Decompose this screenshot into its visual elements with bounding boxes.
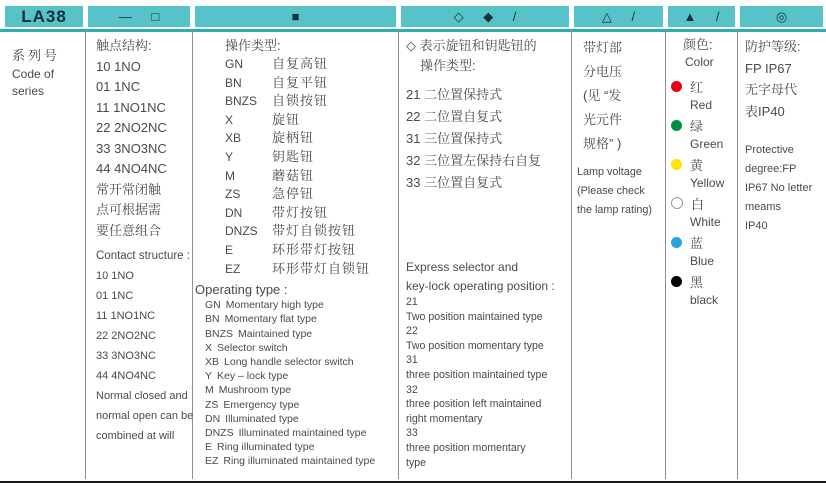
- color-name-en: black: [690, 293, 719, 307]
- operating-item-en: GN Momentary high type: [205, 299, 324, 312]
- operating-item-en: E Ring illuminated type: [205, 441, 315, 454]
- operating-code: GN: [225, 57, 243, 71]
- operating-item-en: BNZS Maintained type: [205, 327, 313, 340]
- color-title-en: Color: [685, 55, 714, 69]
- operating-item-cn: [225, 222, 398, 241]
- color-name-cn: 黑: [690, 274, 704, 290]
- series-label-en-2: series: [12, 84, 45, 98]
- selector-line-en: three position momentary: [406, 441, 526, 454]
- series-label-en-1: Code of: [12, 67, 55, 81]
- selector-title-en: key-lock operating position :: [406, 278, 555, 293]
- header-cell-triangle-filled: ▲ /: [668, 6, 735, 27]
- contact-title-en: Contact structure :: [96, 250, 190, 262]
- selector-item-cn: 32 三位置左保持右自复: [406, 153, 542, 168]
- operating-code: Y: [205, 370, 213, 383]
- contact-note-cn: 点可根据需: [96, 202, 162, 217]
- selector-item-cn: 33 三位置自复式: [406, 175, 503, 190]
- column-lamp-voltage: [571, 36, 677, 220]
- selector-line-en: 32: [406, 383, 418, 396]
- operating-item-en: DN Illuminated type: [205, 412, 299, 425]
- table-bottom-border: [0, 481, 826, 483]
- operating-label-cn: 蘑菇钮: [272, 167, 315, 183]
- operating-code: X: [225, 112, 234, 127]
- operating-code: BNZS: [205, 327, 234, 340]
- contact-item-cn: 10 1NO: [96, 58, 141, 74]
- selector-line-en: 22: [406, 325, 418, 338]
- operating-code: DN: [225, 205, 243, 220]
- selector-en-block: [406, 258, 579, 470]
- operating-title-en: Operating type :: [195, 282, 288, 298]
- color-name-cn: 黄: [690, 157, 704, 173]
- operating-code: DN: [205, 412, 221, 425]
- contact-note-cn: 要任意组合: [96, 222, 162, 238]
- selector-title-en: Express selector and: [406, 260, 519, 274]
- contact-note-en: combined at will: [96, 430, 175, 442]
- operating-label-cn: 自复平钮: [272, 74, 329, 90]
- operating-code: XB: [225, 131, 242, 146]
- operating-item-en: X Selector switch: [205, 341, 288, 354]
- column-protection-degree: [737, 36, 826, 236]
- selector-line-en: Two position maintained type: [406, 310, 543, 323]
- protection-line-cn: 防护等级:: [745, 39, 801, 54]
- operating-code: M: [225, 168, 235, 183]
- selector-title-cn-1: ◇ 表示旋钮和钥匙钮的: [406, 38, 537, 53]
- operating-label-cn: 环形带灯按钮: [272, 241, 357, 257]
- protection-en-block: [745, 141, 826, 236]
- lamp-line-en: (Please check: [577, 185, 645, 197]
- color-dot-white: [671, 197, 683, 209]
- operating-code: BN: [205, 313, 220, 326]
- contact-title-cn: 触点结构:: [96, 38, 152, 53]
- operating-item-cn: [225, 185, 398, 204]
- color-row: [665, 76, 737, 96]
- operating-item-cn: [225, 111, 398, 130]
- color-name-en: Yellow: [690, 176, 725, 190]
- contact-note-en: Normal closed and: [96, 390, 188, 402]
- operating-label-cn: 带灯自锁按钮: [272, 223, 357, 239]
- operating-item-en: EZ Ring illuminated maintained type: [205, 455, 376, 468]
- color-name-cn: 红: [690, 79, 704, 95]
- operating-code: E: [225, 242, 234, 257]
- header-cell-bullseye: ◎: [740, 6, 823, 27]
- color-dot-black: [671, 276, 682, 287]
- operating-label-cn: 急停钮: [272, 186, 315, 202]
- operating-code: EZ: [205, 455, 219, 468]
- color-dot-yellow: [671, 159, 682, 170]
- operating-item-en: Y Key – lock type: [205, 370, 289, 383]
- contact-item-cn: 44 4NO4NC: [96, 161, 167, 176]
- operating-item-cn: [225, 148, 398, 167]
- operating-item-cn: [225, 167, 398, 186]
- selector-line-en: right momentary: [406, 412, 483, 425]
- lamp-line-en: Lamp voltage: [577, 166, 642, 178]
- selector-line-en: 33: [406, 427, 418, 440]
- operating-item-en: DNZS Illuminated maintained type: [205, 426, 367, 439]
- operating-item-cn: [225, 241, 398, 260]
- selector-line-en: 21: [406, 296, 418, 308]
- header-divider-stripe: [0, 29, 826, 32]
- lamp-line-cn: 光元件: [583, 112, 623, 127]
- operating-item-en: BN Momentary flat type: [205, 313, 317, 326]
- operating-code: BNZS: [225, 94, 258, 109]
- operating-item-cn: [225, 55, 398, 74]
- operating-item-en: ZS Emergency type: [205, 398, 300, 411]
- contact-item-en: 44 4NO4NC: [96, 370, 156, 382]
- selector-item-cn: 31 三位置保持式: [406, 131, 503, 146]
- selector-items-cn: [406, 84, 579, 194]
- operating-code: EZ: [225, 261, 241, 276]
- operating-code: ZS: [225, 187, 241, 202]
- protection-line-en: Protective: [745, 144, 794, 156]
- protection-line-cn: 表IP40: [745, 103, 785, 119]
- contact-item-en: 10 1NO: [96, 270, 134, 282]
- operating-code: E: [205, 441, 213, 454]
- color-items: [665, 76, 737, 310]
- color-name-cn: 蓝: [690, 235, 704, 251]
- color-row: [665, 232, 737, 252]
- color-dot-green: [671, 120, 682, 131]
- column-operating-type: [192, 36, 398, 469]
- color-name-en: Green: [690, 137, 724, 151]
- operating-title-cn: 操作类型:: [225, 38, 281, 53]
- operating-code: M: [205, 384, 214, 397]
- operating-code: ZS: [205, 398, 219, 411]
- contact-note-en: normal open can be: [96, 410, 194, 422]
- selector-line-en: three position maintained type: [406, 368, 548, 381]
- header-cell-triangle-open: △ /: [574, 6, 663, 27]
- contact-note-cn: 常开常闭触: [96, 181, 162, 197]
- operating-code: DNZS: [205, 426, 234, 439]
- operating-code: X: [205, 341, 213, 354]
- color-name-cn: 绿: [690, 118, 704, 134]
- operating-code: XB: [205, 355, 220, 368]
- color-dot-red: [671, 81, 682, 92]
- series-label-cn: 系列号: [12, 48, 61, 63]
- operating-cn-block: [192, 36, 398, 278]
- operating-label-cn: 环形带灯自锁钮: [272, 260, 371, 276]
- color-row: [665, 154, 737, 174]
- color-row: [665, 115, 737, 135]
- operating-item-cn: [225, 260, 398, 279]
- operating-item-en: XB Long handle selector switch: [205, 355, 354, 368]
- operating-item-cn: [225, 204, 398, 223]
- operating-label-cn: 旋钮: [272, 111, 301, 127]
- protection-line-en: degree:FP: [745, 163, 797, 175]
- protection-line-en: IP40: [745, 220, 768, 232]
- contact-item-en: 33 3NO3NC: [96, 350, 156, 362]
- protection-line-cn: 无字母代: [745, 82, 798, 97]
- contact-item-cn: 11 1NO1NC: [96, 99, 166, 115]
- selector-line-en: type: [406, 456, 427, 469]
- operating-label-cn: 自锁按钮: [272, 93, 329, 109]
- selector-line-en: three position left maintained: [406, 398, 542, 411]
- operating-item-cn: [225, 74, 398, 93]
- lamp-line-cn: 规格” ): [583, 136, 622, 151]
- protection-line-en: IP67 No letter: [745, 182, 813, 194]
- color-title-cn: 颜色:: [683, 37, 713, 52]
- lamp-en-block: [577, 163, 677, 220]
- color-row: [665, 193, 737, 213]
- lamp-line-cn: 分电压: [583, 64, 623, 79]
- operating-item-en: M Mushroom type: [205, 384, 292, 397]
- header-cell-filled-square: ■: [195, 6, 396, 27]
- operating-code: GN: [205, 299, 221, 312]
- operating-code: BN: [225, 75, 242, 90]
- contact-item-cn: 33 3NO3NC: [96, 140, 167, 156]
- protection-line-en: meams: [745, 201, 782, 213]
- header-cell-product: LA38: [5, 6, 83, 27]
- contact-item-en: 01 1NC: [96, 290, 134, 302]
- column-colors: [665, 36, 737, 310]
- contact-item-cn: 01 1NC: [96, 79, 141, 94]
- column-series-code: [0, 46, 97, 100]
- column-selector-positions: [398, 36, 579, 470]
- color-dot-blue: [671, 237, 682, 248]
- lamp-line-en: the lamp rating): [577, 204, 653, 216]
- operating-item-cn: [225, 129, 398, 148]
- color-name-cn: 白: [691, 196, 705, 212]
- contact-item-cn: 22 2NO2NC: [96, 120, 167, 135]
- operating-en-block: [192, 281, 398, 468]
- contact-item-en: 11 1NO1NC: [96, 310, 156, 322]
- color-name-en: Blue: [690, 254, 715, 268]
- operating-item-cn: [225, 92, 398, 111]
- column-contact-structure: [96, 36, 196, 446]
- selector-title-cn-2: 操作类型:: [420, 58, 476, 73]
- selector-line-en: 31: [406, 354, 418, 367]
- color-row: [665, 271, 737, 291]
- lamp-line-cn: (见 “发: [583, 88, 622, 103]
- header-cell-diamonds: ◇ ◆ /: [401, 6, 569, 27]
- color-name-en: White: [690, 215, 721, 229]
- operating-label-cn: 自复高钮: [272, 56, 329, 71]
- selector-line-en: Two position momentary type: [406, 339, 544, 352]
- contact-item-en: 22 2NO2NC: [96, 330, 156, 342]
- selector-item-cn: 21 二位置保持式: [406, 87, 503, 102]
- operating-code: DNZS: [225, 224, 258, 239]
- protection-line-cn: FP IP67: [745, 60, 792, 76]
- color-name-en: Red: [690, 98, 713, 112]
- operating-label-cn: 带灯按钮: [272, 204, 329, 220]
- selector-item-cn: 22 二位置自复式: [406, 109, 503, 124]
- operating-label-cn: 旋柄钮: [272, 130, 315, 146]
- lamp-line-cn: 带灯部: [583, 40, 623, 55]
- operating-code: Y: [225, 149, 234, 164]
- header-cell-dash-square: — □: [88, 6, 190, 27]
- operating-label-cn: 钥匙钮: [272, 148, 315, 164]
